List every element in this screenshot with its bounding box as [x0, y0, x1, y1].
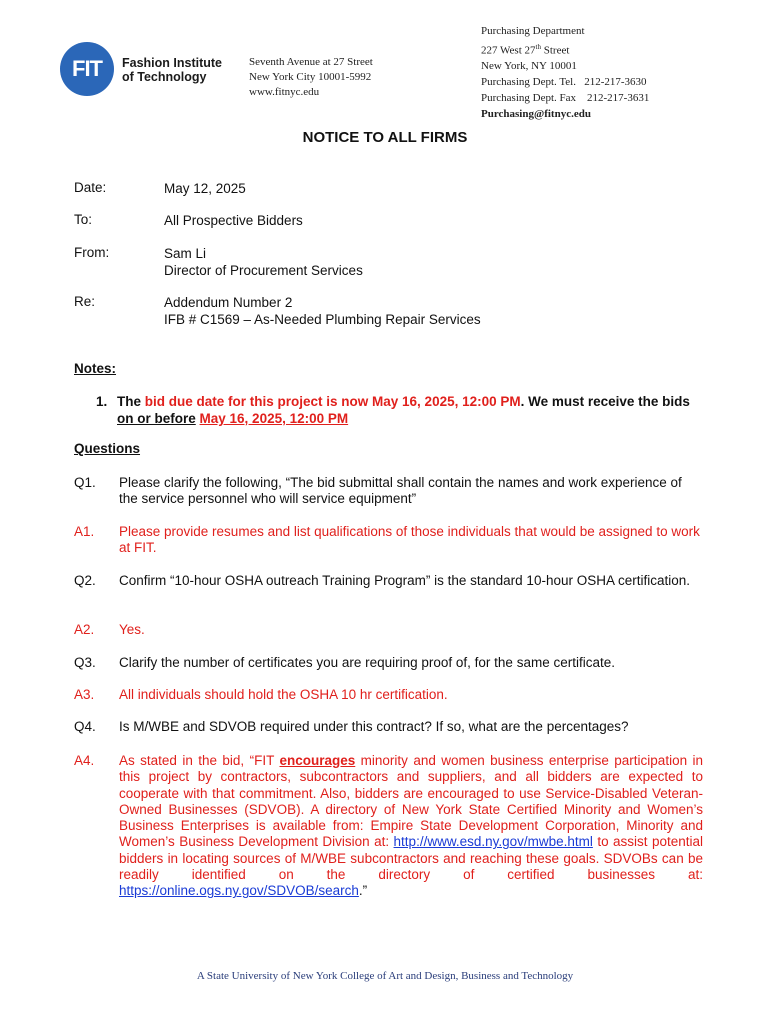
- logo-mark: FIT: [72, 56, 102, 81]
- address-line2: New York City 10001-5992: [249, 71, 372, 83]
- institution-line2: of Technology: [122, 70, 207, 84]
- a4-emphasis: encourages: [279, 753, 356, 768]
- a3-label: A3.: [74, 687, 95, 702]
- q1-text: Please clarify the following, “The bid submittal shall contain the names and work experience of the service personnel who will service equipment”: [119, 475, 682, 507]
- from-title: Director of Procurement Services: [164, 263, 363, 278]
- a2-text: Yes.: [119, 622, 145, 637]
- questions-heading: Questions: [74, 441, 141, 456]
- a4-label: A4.: [74, 753, 95, 768]
- a4-text: As stated in the bid, “FIT encourages minority and women business enterprise participation in this project by contractors, subcontractors and suppliers, and all bidders are expected to cooperate with that commitment. Also, bidders are encouraged to use Service-Disabled Veteran-Owned Businesses (SDVOB). A directory of New York State Certified Minority and Women’s Business Enterprises is available from: Empire State Development Corporation, Minority and Women’s Business Development Division at: http://www.esd.ny.gov/mwbe.html to assist potential bidders in locating sources of M/WBE subcontractors and reaching these goals. SDVOBs can be readily identified on the directory of certified businesses at: https://online.ogs.ny.gov/SDVOB/search.”: [119, 753, 704, 899]
- page-title: NOTICE TO ALL FIRMS: [302, 129, 468, 146]
- department-tel: Purchasing Dept. Tel. 212-217-3630: [481, 76, 647, 89]
- note-number: 1.: [96, 394, 108, 409]
- date-label: Date:: [74, 180, 107, 195]
- institution-address: [249, 55, 373, 100]
- to-label: To:: [74, 212, 93, 227]
- a1-label: A1.: [74, 524, 95, 539]
- from-value: [164, 245, 363, 279]
- from-label: From:: [74, 245, 110, 260]
- department-fax: Purchasing Dept. Fax 212-217-3631: [481, 91, 650, 104]
- re-label: Re:: [74, 294, 96, 309]
- address-line1: Seventh Avenue at 27 Street: [249, 56, 373, 68]
- re-line2: IFB # C1569 – As-Needed Plumbing Repair Services: [164, 312, 481, 327]
- fit-logo: [60, 42, 114, 96]
- to-value: All Prospective Bidders: [164, 213, 303, 228]
- a3-text: All individuals should hold the OSHA 10 hr certification.: [119, 687, 448, 702]
- department-name: Purchasing Department: [481, 25, 585, 37]
- re-line1: Addendum Number 2: [164, 295, 293, 310]
- a1-text: Please provide resumes and list qualifications of those individuals that would be assigned to work at FIT.: [119, 524, 700, 556]
- from-name: Sam Li: [164, 246, 207, 261]
- sdvob-search-link[interactable]: https://online.ogs.ny.gov/SDVOB/search: [119, 883, 359, 899]
- esd-mwbe-link[interactable]: http://www.esd.ny.gov/mwbe.html: [393, 834, 593, 850]
- q4-text: Is M/WBE and SDVOB required under this contract? If so, what are the percentages?: [119, 719, 629, 734]
- institution-name: [122, 56, 222, 84]
- note-item-1: [96, 393, 696, 427]
- website: www.fitnyc.edu: [249, 86, 320, 98]
- department-email: Purchasing@fitnyc.edu: [481, 107, 591, 120]
- footer-tagline: A State University of New York College of Art and Design, Business and Technology: [196, 970, 574, 982]
- a2-label: A2.: [74, 622, 95, 637]
- q2-text: Confirm “10-hour OSHA outreach Training Program” is the standard 10-hour OSHA certification.: [119, 573, 691, 588]
- notes-heading: Notes:: [74, 361, 117, 376]
- department-street: 227 West 27th Street: [481, 42, 570, 57]
- date-value: May 12, 2025: [164, 181, 246, 196]
- note-text: The bid due date for this project is now May 16, 2025, 12:00 PM. We must receive the bids on or before May 16, 2025, 12:00 PM: [117, 394, 690, 426]
- q3-label: Q3.: [74, 655, 96, 670]
- q1-label: Q1.: [74, 475, 96, 490]
- department-city: New York, NY 10001: [481, 60, 577, 73]
- q4-label: Q4.: [74, 719, 96, 734]
- institution-line1: Fashion Institute: [122, 56, 222, 70]
- re-value: [164, 294, 481, 328]
- q3-text: Clarify the number of certificates you are requiring proof of, for the same certificate.: [119, 655, 615, 670]
- q2-label: Q2.: [74, 573, 96, 588]
- department-block: [481, 24, 649, 122]
